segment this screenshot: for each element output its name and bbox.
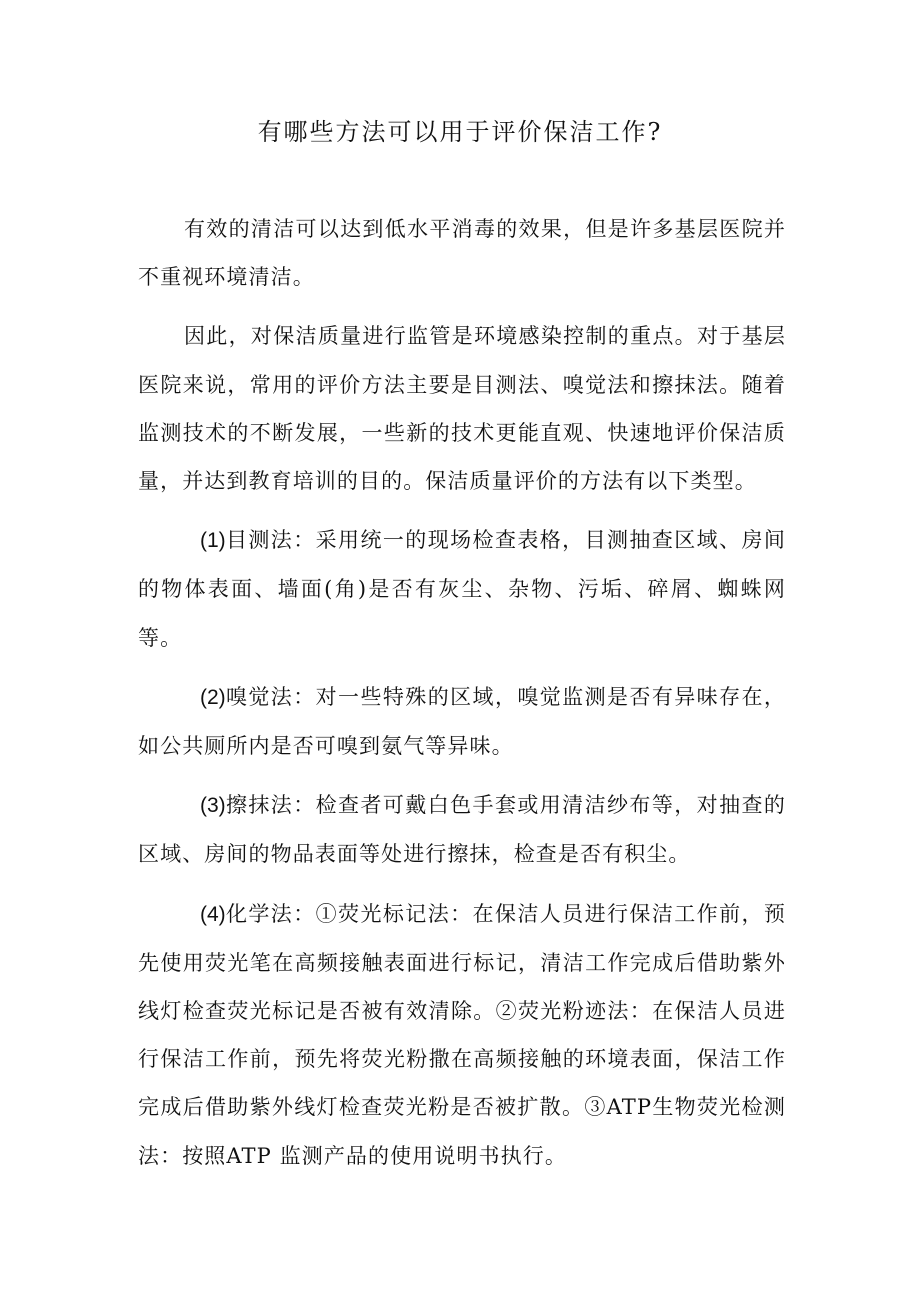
method-number: (2) (200, 685, 226, 709)
method-item-olfactory (138, 673, 786, 770)
method-number: (4) (200, 902, 226, 926)
method-text: 嗅觉法：对一些特殊的区域，嗅觉监测是否有异味存在，如公共厕所内是否可嗅到氨气等异味。 (138, 684, 786, 759)
method-item-wipe-test (138, 781, 786, 878)
document-body (138, 205, 786, 1191)
method-number: (1) (200, 529, 226, 553)
method-text: 化学法：①荧光标记法：在保洁人员进行保洁工作前，预先使用荧光笔在高频接触表面进行标记，清洁工作完成后借助紫外线灯检查荧光标记是否被有效清除。②荧光粉迹法：在保洁人员进行保洁工作前，预先将荧光粉撒在高频接触的环境表面，保洁工作完成后借助紫外线灯检查荧光粉是否被扩散。③ATP生物荧光检测法：按照ATP 监测产品的使用说明书执行。 (138, 901, 786, 1168)
method-item-visual-inspection (138, 516, 786, 662)
intro-paragraph: 有效的清洁可以达到低水平消毒的效果，但是许多基层医院并不重视环境清洁。 (138, 217, 786, 290)
document-title: 有哪些方法可以用于评价保洁工作? (257, 118, 663, 146)
method-number: (3) (200, 794, 226, 818)
method-text: 擦抹法：检查者可戴白色手套或用清洁纱布等，对抽查的区域、房间的物品表面等处进行擦抹，检查是否有积尘。 (138, 793, 786, 867)
method-item-chemical (138, 890, 786, 1180)
method-text: 目测法：采用统一的现场检查表格，目测抽查区域、房间的物体表面、墙面(角)是否有灰尘、杂物、污垢、碎屑、蜘蛛网等。 (138, 528, 786, 650)
context-paragraph: 因此，对保洁质量进行监管是环境感染控制的重点。对于基层医院来说，常用的评价方法主要是目测法、嗅觉法和擦抹法。随着监测技术的不断发展，一些新的技术更能直观、快速地评价保洁质量，并达到教育培训的目的。保洁质量评价的方法有以下类型。 (138, 324, 786, 494)
